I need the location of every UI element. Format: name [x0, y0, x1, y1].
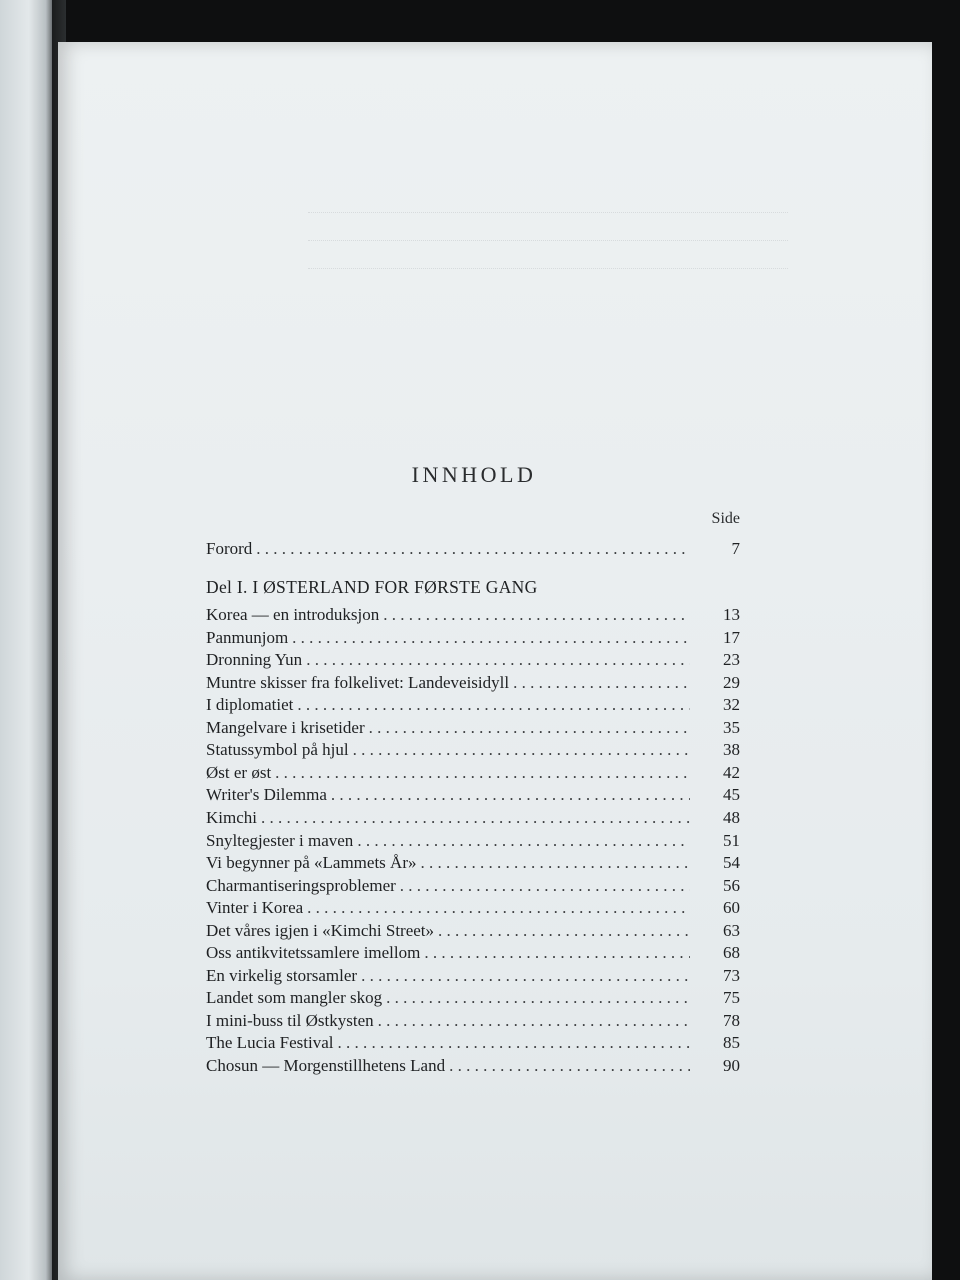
toc-entry-title: Landet som mangler skog	[206, 988, 383, 1008]
toc-entry	[206, 649, 740, 671]
toc-entry-page: 38	[723, 740, 740, 760]
dot-leader	[386, 987, 690, 1009]
dot-leader	[337, 1032, 690, 1054]
toc-entry-title: Snyltegjester i maven	[206, 830, 354, 850]
toc-entry-page: 90	[723, 1056, 740, 1075]
dot-leader	[297, 694, 690, 716]
toc-entry	[206, 875, 740, 897]
toc-entry-page: 23	[723, 650, 740, 670]
dot-leader	[383, 604, 690, 626]
toc-entry-title: Vi begynner på «Lammets År»	[206, 853, 417, 873]
toc-entry-title: I mini-buss til Østkysten	[206, 1010, 374, 1030]
toc-entry-title: Forord	[206, 539, 253, 558]
toc-entry	[206, 852, 740, 874]
toc-entry-title: Øst er øst	[206, 762, 272, 782]
toc-entry-title: Det våres igjen i «Kimchi Street»	[206, 920, 435, 940]
dot-leader	[420, 852, 690, 874]
dot-leader	[361, 965, 690, 987]
toc-entry-page: 85	[723, 1033, 740, 1053]
toc-entry-foreword	[206, 538, 740, 560]
toc-entry-page: 51	[723, 830, 740, 850]
toc-entry	[206, 604, 740, 626]
toc-entry-title: Chosun — Morgenstillhetens Land	[206, 1056, 446, 1075]
toc-entry-page: 35	[723, 717, 740, 737]
toc-entry-page: 32	[723, 695, 740, 715]
toc-entry	[206, 784, 740, 806]
toc-entry-page: 42	[723, 762, 740, 782]
toc-entry-page: 7	[731, 539, 740, 558]
toc-title: INNHOLD	[411, 462, 537, 487]
toc-entry	[206, 897, 740, 919]
toc-entry-page: 13	[723, 605, 740, 624]
toc-entry-page: 54	[723, 853, 740, 873]
dot-leader	[261, 807, 690, 829]
toc-entry	[206, 694, 740, 716]
toc-entry-page: 48	[723, 807, 740, 827]
dot-leader	[513, 672, 690, 694]
toc-entry	[206, 717, 740, 739]
toc-entry	[206, 942, 740, 964]
toc-entry-title: Mangelvare i krisetider	[206, 717, 365, 737]
toc-entry-page: 68	[723, 943, 740, 963]
toc-entry-title: Statussymbol på hjul	[206, 740, 349, 760]
toc-entry	[206, 739, 740, 761]
toc-entry-page: 17	[723, 627, 740, 647]
dot-leader	[400, 875, 690, 897]
toc-entry-title: Vinter i Korea	[206, 898, 304, 918]
toc-entry-title: Dronning Yun	[206, 650, 303, 670]
dot-leader	[353, 739, 690, 761]
toc-entry-title: Kimchi	[206, 807, 257, 827]
toc-entry-title: Writer's Dilemma	[206, 785, 327, 805]
dot-leader	[424, 942, 690, 964]
dot-leader	[306, 649, 690, 671]
toc-entry-page: 73	[723, 965, 740, 985]
toc-entry-title: Charmantiseringsproblemer	[206, 875, 396, 895]
toc-entry-page: 75	[723, 988, 740, 1008]
dot-leader	[307, 897, 690, 919]
toc-entry-title: Oss antikvitetssamlere imellom	[206, 943, 421, 963]
toc-entry-page: 63	[723, 920, 740, 940]
toc-entry	[206, 1055, 740, 1077]
toc-entry	[206, 1010, 740, 1032]
toc-entry	[206, 672, 740, 694]
dot-leader	[357, 830, 690, 852]
toc-entry	[206, 762, 740, 784]
toc-entry	[206, 965, 740, 987]
toc-entry	[206, 627, 740, 649]
page-column-label: Side	[711, 510, 740, 527]
dot-leader	[275, 762, 690, 784]
toc-entry-title: Korea — en introduksjon	[206, 605, 380, 624]
dot-leader	[369, 717, 690, 739]
toc-entry	[206, 830, 740, 852]
facing-page-edge	[0, 0, 52, 1280]
toc-entry-title: The Lucia Festival	[206, 1033, 334, 1053]
toc-entry-title: Panmunjom	[206, 627, 289, 647]
toc-entry-page: 56	[723, 875, 740, 895]
dot-leader	[331, 784, 690, 806]
toc-entry-page: 78	[723, 1010, 740, 1030]
dot-leader	[438, 920, 690, 942]
toc-entry	[206, 987, 740, 1009]
part-heading: Del I. I ØSTERLAND FOR FØRSTE GANG	[206, 577, 538, 597]
toc-entry	[206, 807, 740, 829]
toc-entry-page: 60	[723, 898, 740, 918]
toc-entry	[206, 1032, 740, 1054]
show-through-text	[308, 212, 788, 292]
toc-entry-page: 45	[723, 785, 740, 805]
toc-entry-page: 29	[723, 672, 740, 692]
dot-leader	[292, 627, 690, 649]
toc-entry	[206, 920, 740, 942]
toc-entry-title: En virkelig storsamler	[206, 965, 358, 985]
dot-leader	[378, 1010, 690, 1032]
toc-entry-title: Muntre skisser fra folkelivet: Landeveisidyll	[206, 672, 510, 692]
toc-entry-title: I diplomatiet	[206, 695, 294, 715]
dot-leader	[256, 538, 690, 560]
dot-leader	[449, 1055, 690, 1077]
